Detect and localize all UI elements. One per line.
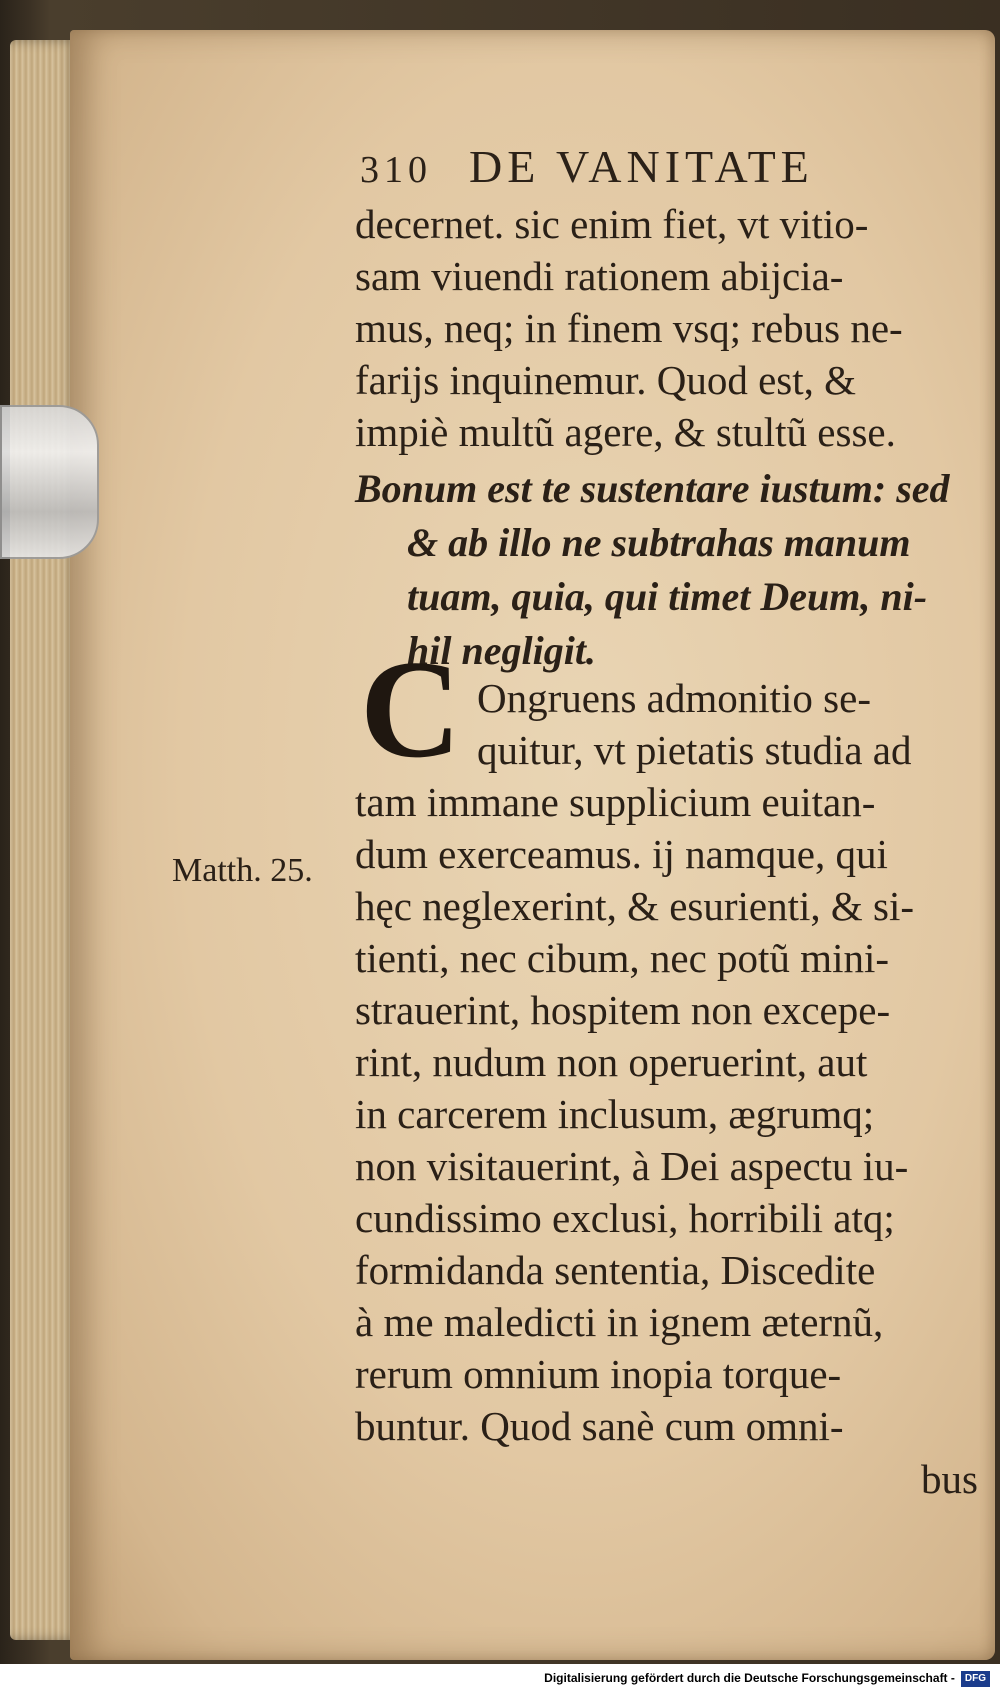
paragraph-1: [355, 198, 903, 458]
drop-cap: C: [360, 632, 462, 787]
paragraph-2: [355, 672, 914, 1452]
text-line: dum exerceamus. ij namque, qui: [355, 831, 888, 877]
text-line: strauerint, hospitem non excepe-: [355, 987, 891, 1033]
text-line: sam viuendi rationem abijcia-: [355, 253, 844, 299]
text-line: rerum omnium inopia torque-: [355, 1351, 842, 1397]
text-line: buntur. Quod sanè cum omni-: [355, 1403, 844, 1449]
footer-text: Digitalisierung gefördert durch die Deutsche Forschungsgemeinschaft -: [544, 1671, 955, 1685]
quote-line: tuam, quia, qui timet Deum, ni-: [407, 574, 928, 619]
quote-line: & ab illo ne subtrahas manum: [407, 520, 911, 565]
text-line: Ongruens admonitio se-: [477, 675, 871, 721]
text-line: non visitauerint, à Dei aspectu iu-: [355, 1143, 909, 1189]
text-line: à me maledicti in ignem æternũ,: [355, 1299, 884, 1345]
dfg-logo: DFG: [961, 1671, 990, 1687]
digitization-footer: [0, 1664, 1000, 1692]
text-line: impiè multũ agere, & stultũ esse.: [355, 409, 896, 455]
text-line: farijs inquinemur. Quod est, &: [355, 357, 857, 403]
marginal-note: Matth. 25.: [172, 852, 313, 889]
text-line: cundissimo exclusi, horribili atq;: [355, 1195, 895, 1241]
page-number: 310: [360, 149, 432, 191]
quote-line: Bonum est te sustentare iustum: sed: [355, 466, 950, 511]
catchword: bus: [921, 1456, 978, 1502]
running-head: DE VANITATE: [469, 141, 814, 192]
text-line: hęc neglexerint, & esurienti, & si-: [355, 883, 915, 929]
text-line: tienti, nec cibum, nec potũ mini-: [355, 935, 890, 981]
text-line: tam immane supplicium euitan-: [355, 779, 876, 825]
page-header: [360, 140, 814, 193]
text-line: mus, neq; in finem vsq; rebus ne-: [355, 305, 903, 351]
text-line: in carcerem inclusum, ægrumq;: [355, 1091, 875, 1137]
text-line: formidanda sententia, Discedite: [355, 1247, 876, 1293]
text-line: decernet. sic enim fiet, vt vitio-: [355, 201, 869, 247]
text-line: quitur, vt pietatis studia ad: [477, 727, 912, 773]
text-line: rint, nudum non operuerint, aut: [355, 1039, 868, 1085]
quote-line: hil negligit.: [407, 628, 596, 673]
page-clip: [0, 405, 99, 559]
